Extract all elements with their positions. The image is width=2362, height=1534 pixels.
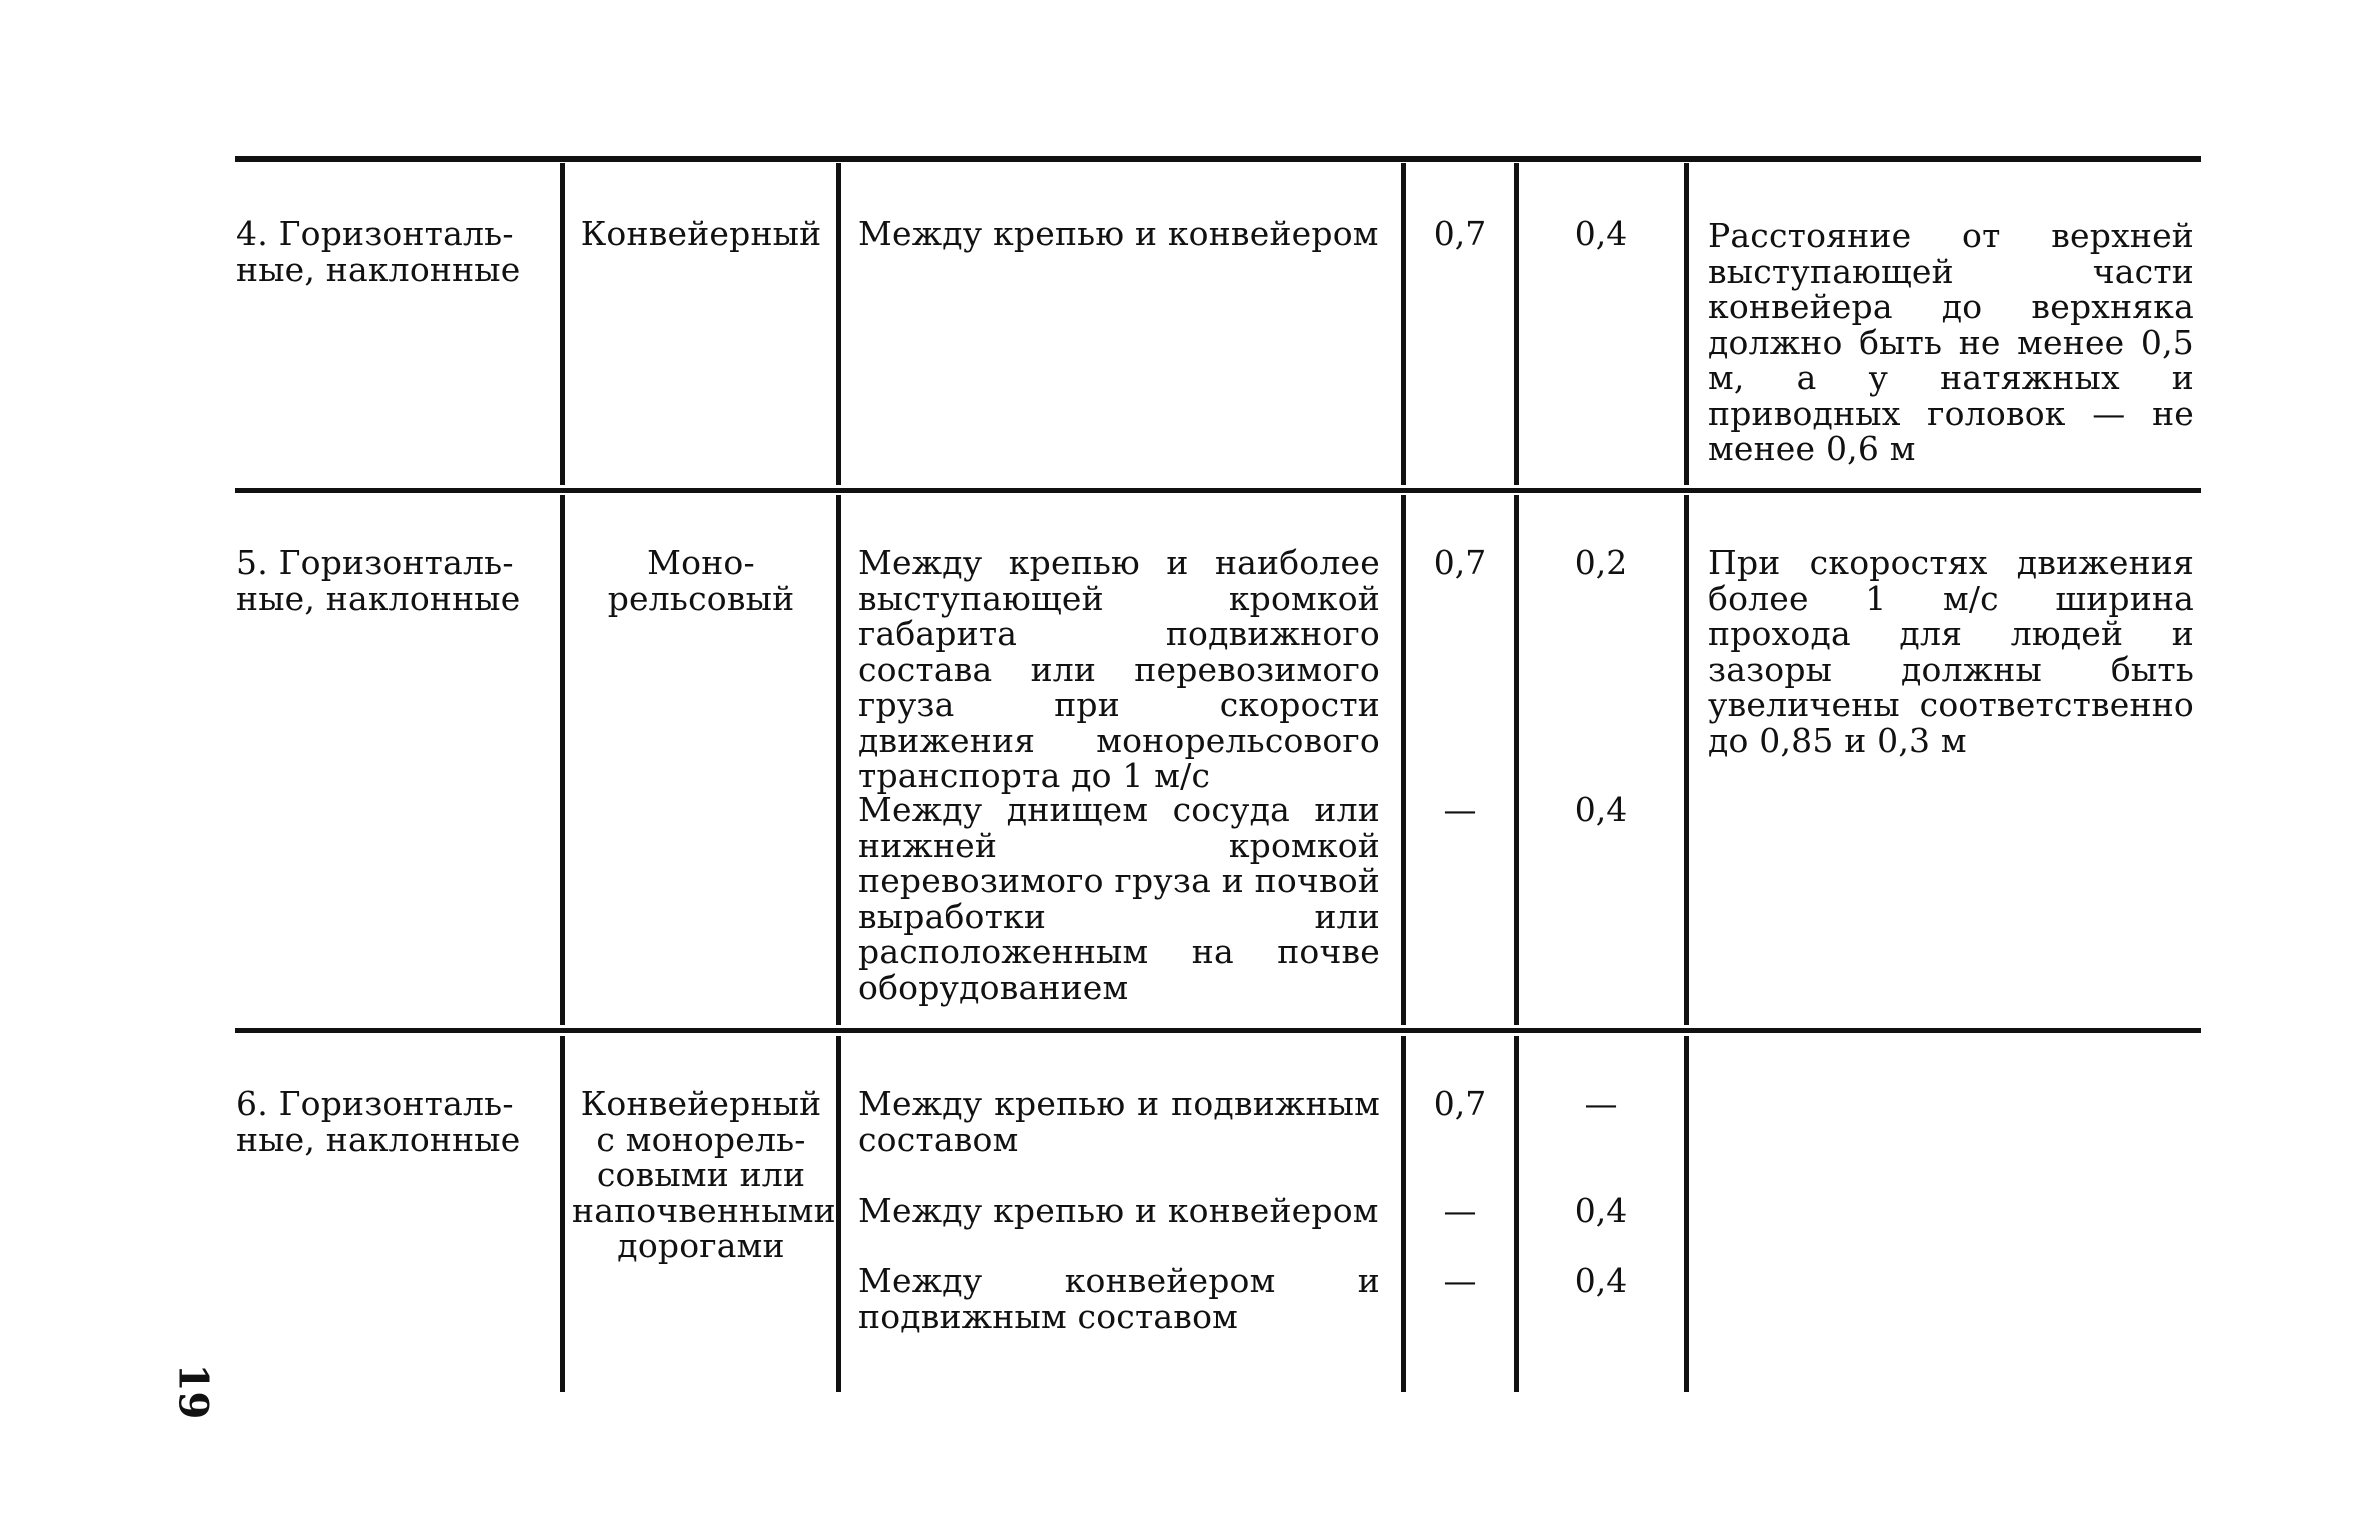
location-cell: Между днищем сосуда или нижней кромкой перевозимого груза и почвой выработки или расположенным на почве оборудованием [858,790,1380,1007]
location-cell: Между крепью и наиболее выступающей кромкой габарита подвижного состава или перевозимого груза при скорости движения монорельсового транспорта до 1 м/с [858,543,1380,795]
note-cell: Расстояние от верхней выступающей части конвейера до верхняка должно быть не менее 0,5 м, а у натяжных и приводных головок — не менее 0,6 м [1708,216,2194,468]
working-type-cell: 4. Горизонталь- ные, наклонные [236,214,521,289]
min-value-1: 0,7 [1433,543,1487,582]
column-divider [1684,495,1689,1025]
column-divider [836,163,841,485]
working-type-cell: 6. Горизонталь- ные, наклонные [236,1084,521,1159]
min-value-2: 0,4 [1574,214,1628,253]
column-divider [1401,163,1406,485]
min-value-2: 0,4 [1574,1191,1628,1230]
transport-type-cell: Конвейерный с монорель- совыми или напочвенными дорогами [572,1084,836,1265]
row-separator [235,488,2201,493]
column-divider [560,163,565,485]
column-divider [1401,1036,1406,1392]
column-divider [836,1036,841,1392]
page-number: 19 [169,1363,217,1420]
min-value-1: — [1443,790,1477,829]
column-divider [1514,163,1519,485]
row-separator [235,1028,2201,1033]
column-divider [1684,1036,1689,1392]
note-cell: При скоростях движения более 1 м/с ширина прохода для людей и зазоры должны быть увеличены соответственно до 0,85 и 0,3 м [1708,543,2194,760]
location-cell: Между конвейером и подвижным составом [858,1261,1380,1336]
min-value-2: 0,2 [1574,543,1628,582]
top-rule [235,156,2201,162]
transport-type-cell: Моно- рельсовый [607,543,795,618]
location-cell: Между крепью и конвейером [858,1191,1379,1230]
min-value-2: 0,4 [1574,1261,1628,1300]
min-value-1: 0,7 [1433,1084,1487,1123]
transport-type-cell: Конвейерный [580,214,822,253]
min-value-1: — [1443,1261,1477,1300]
min-value-2: 0,4 [1574,790,1628,829]
column-divider [1514,495,1519,1025]
column-divider [560,495,565,1025]
location-cell: Между крепью и подвижным составом [858,1084,1380,1159]
location-cell: Между крепью и конвейером [858,214,1379,253]
min-value-1: — [1443,1191,1477,1230]
column-divider [1684,163,1689,485]
column-divider [560,1036,565,1392]
min-value-2: — [1584,1084,1618,1123]
min-value-1: 0,7 [1433,214,1487,253]
column-divider [1514,1036,1519,1392]
working-type-cell: 5. Горизонталь- ные, наклонные [236,543,521,618]
column-divider [1401,495,1406,1025]
column-divider [836,495,841,1025]
